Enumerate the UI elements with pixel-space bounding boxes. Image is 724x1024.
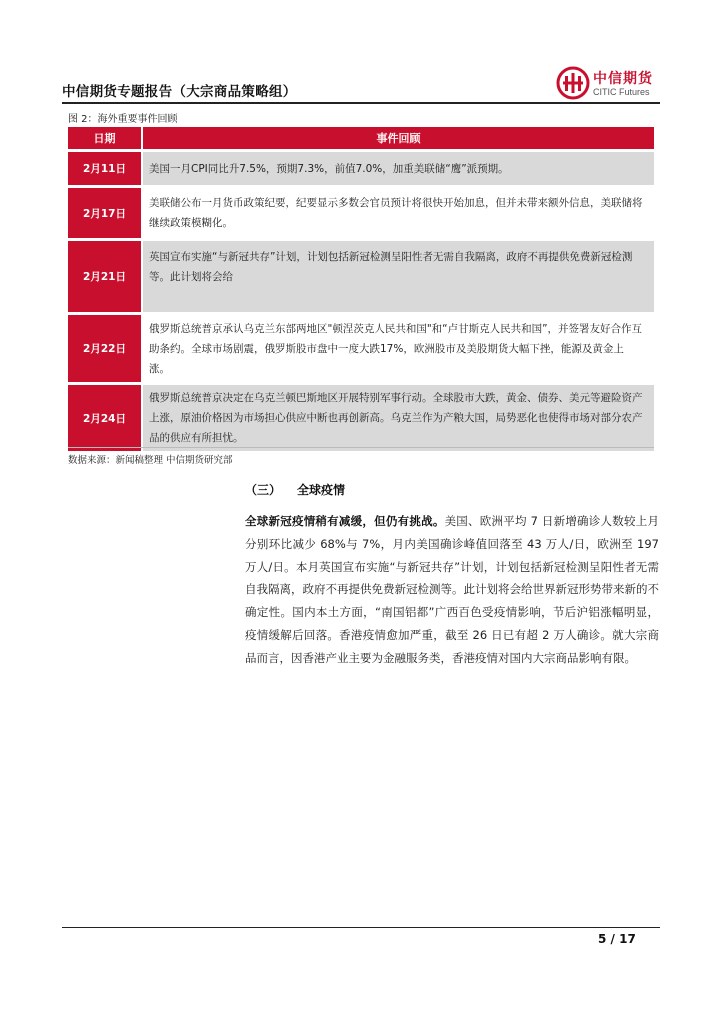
- figure-caption: 图 2：海外重要事件回顾: [68, 114, 178, 125]
- row-date: 2月22日: [68, 315, 141, 382]
- logo-english-name: CITIC Futures: [593, 87, 650, 97]
- table-header-row: [68, 127, 654, 149]
- events-table: [68, 127, 654, 454]
- paragraph-text: 美国、欧洲平均 7 日新增确诊人数较上月分别环比减少 68%与 7%，月内美国确诊峰值回落至 43 万人/日，欧洲至 197 万人/日。本月英国宣布实施“与新冠共存”计划，计划包括新冠检测呈阳性者无需自我隔离，政府不再提供免费新冠检测等。此计划将会给世界新冠形势带来新的不确定性。国内本土方面，“南国铝都”广西百色受疫情影响，节后沪铝涨幅明显，疫情缓解后回落。香港疫情愈加严重，截至 26 日已有超 2 万人确诊。就大宗商品而言，因香港产业主要为金融服务类，香港疫情对国内大宗商品影响有限。: [245, 514, 659, 665]
- paragraph-lead: 全球新冠疫情稍有减缓，但仍有挑战。: [245, 514, 445, 528]
- row-event: 俄罗斯总统普京承认乌克兰东部两地区"顿涅茨克人民共和国"和“卢甘斯克人民共和国”，并签署友好合作互助条约。全球市场剧震，俄罗斯股市盘中一度大跌17%，欧洲股市及美股期货大幅下挫，能源及黄金上涨。: [143, 315, 654, 382]
- row-date: 2月11日: [68, 152, 141, 185]
- table-bottom-divider: [68, 447, 654, 448]
- section-title: 全球疫情: [297, 483, 346, 497]
- row-event: 美国一月CPI同比升7.5%，预期7.3%，前值7.0%，加重美联储“鹰”派预期。: [143, 152, 654, 185]
- row-date: 2月21日: [68, 241, 141, 312]
- section-number: （三）: [245, 483, 282, 497]
- section-heading: [245, 481, 345, 498]
- figure-source: 数据来源：新闻稿整理 中信期货研究部: [68, 455, 233, 466]
- row-date: 2月24日: [68, 385, 141, 451]
- citic-logo-icon: [556, 66, 590, 100]
- table-row: [68, 152, 654, 185]
- row-event: 俄罗斯总统普京决定在乌克兰顿巴斯地区开展特别军事行动。全球股市大跌，黄金、债券、美元等避险资产上涨，原油价格因为市场担心供应中断也再创新高。乌克兰作为产粮大国，局势恶化也使得市场对部分农产品的供应有所担忧。: [143, 385, 654, 451]
- page-number: 5 / 17: [598, 932, 636, 946]
- table-row: [68, 188, 654, 238]
- column-header-date: 日期: [68, 127, 141, 149]
- report-header-title: 中信期货专题报告（大宗商品策略组）: [62, 84, 297, 100]
- logo-chinese-name: 中信期货: [593, 71, 653, 87]
- body-paragraph: [245, 510, 659, 670]
- column-header-event: 事件回顾: [143, 127, 654, 149]
- citic-futures-logo: [556, 66, 666, 102]
- row-date: 2月17日: [68, 188, 141, 238]
- table-row: [68, 241, 654, 312]
- table-row: [68, 385, 654, 451]
- table-row: [68, 315, 654, 382]
- row-event: 英国宣布实施“与新冠共存”计划，计划包括新冠检测呈阳性者无需自我隔离，政府不再提供免费新冠检测等。此计划将会给: [143, 241, 654, 312]
- row-event: 美联储公布一月货币政策纪要，纪要显示多数会官员预计将很快开始加息，但并未带来额外信息，美联储将继续政策模糊化。: [143, 188, 654, 238]
- footer-divider: [62, 927, 660, 928]
- header-divider: [62, 102, 660, 104]
